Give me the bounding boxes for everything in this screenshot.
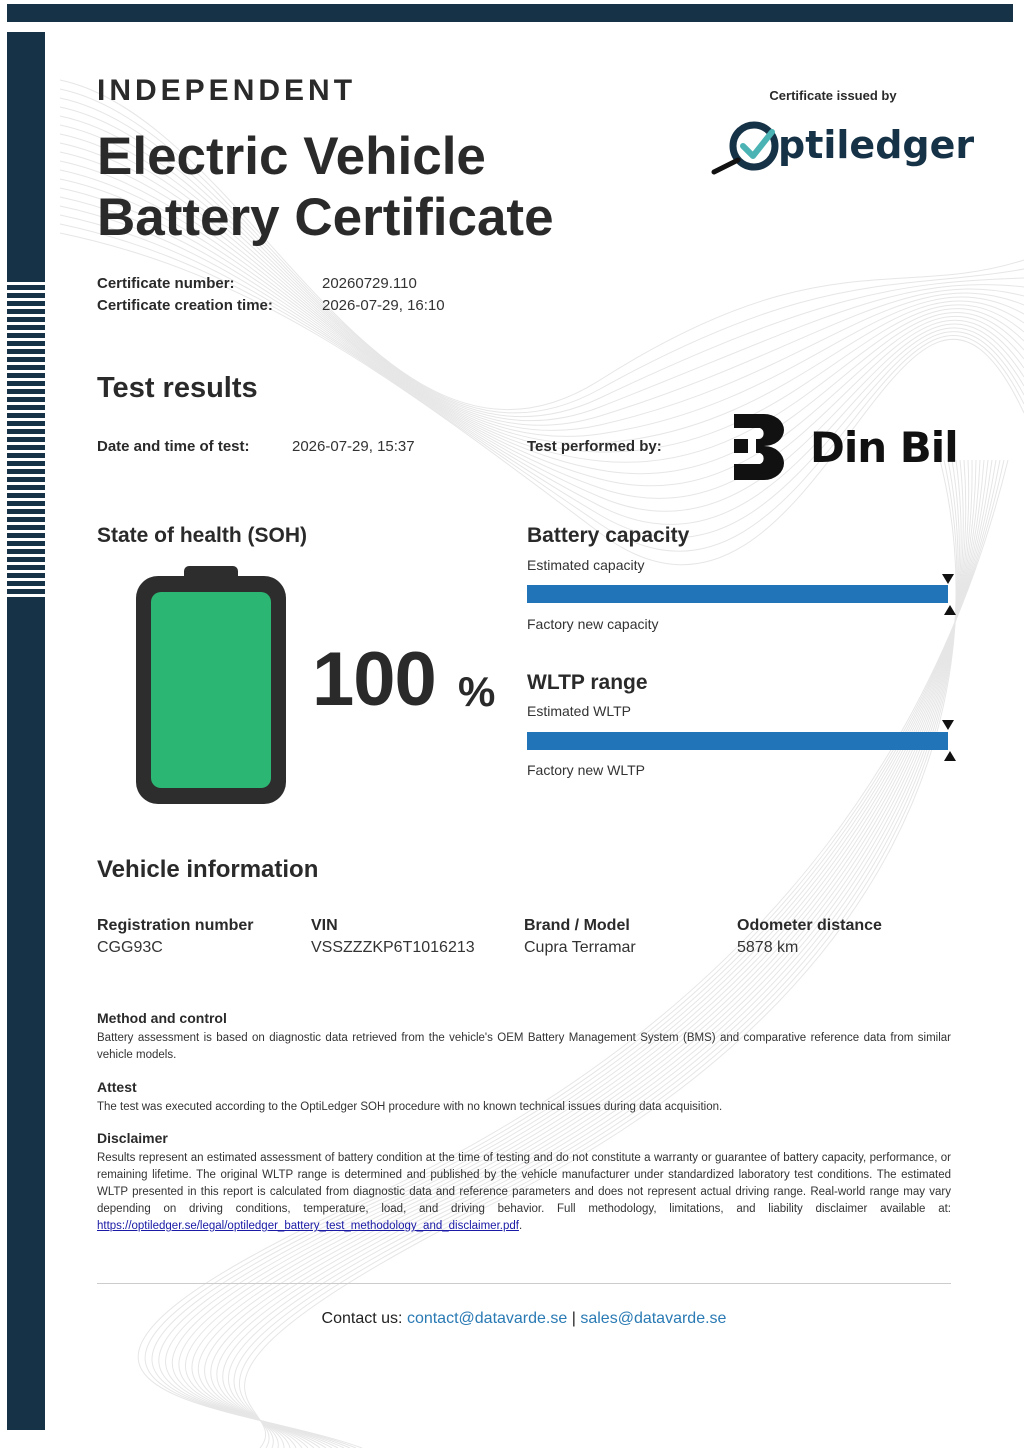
vin-label: VIN bbox=[311, 917, 338, 934]
battery-icon bbox=[136, 566, 286, 804]
sales-email-link[interactable]: sales@datavarde.se bbox=[580, 1310, 727, 1327]
battery-capacity-heading: Battery capacity bbox=[527, 524, 690, 547]
disclaimer-body: Results represent an estimated assessment of battery condition at the time of testing and do not constitute a warranty or guarantee of battery capacity, performance, or remaining lifetime. The original WLTP range is determined and published by the vehicle manufacturer under standardized laboratory test conditions. The estimated WLTP presented in this report is calculated from diagnostic data and reference parameters and does not represent actual driving range. Real-world range may vary depending on driving conditions, temperature, load, and driving behavior. Full methodology, limitations, and liability disclaimer available at: bbox=[97, 1152, 951, 1215]
factory-capacity-marker bbox=[944, 605, 956, 615]
registration-label: Registration number bbox=[97, 917, 254, 934]
side-bar bbox=[7, 32, 45, 1430]
certificate-creation-value: 2026-07-29, 16:10 bbox=[322, 297, 445, 314]
method-text: Battery assessment is based on diagnostic data retrieved from the vehicle's OEM Battery Management System (BMS) and comparative reference data from similar vehicle models. bbox=[97, 1032, 951, 1061]
registration-value: CGG93C bbox=[97, 939, 163, 956]
svg-text:ptiledger: ptiledger bbox=[778, 123, 975, 167]
capacity-bar bbox=[527, 585, 948, 603]
performed-by-label: Test performed by: bbox=[527, 438, 662, 455]
footer-divider bbox=[97, 1283, 951, 1284]
disclaimer-trailing: . bbox=[518, 1220, 523, 1232]
title-line-1: Electric Vehicle bbox=[97, 127, 486, 186]
test-date-label: Date and time of test: bbox=[97, 438, 250, 455]
estimated-wltp-label: Estimated WLTP bbox=[527, 703, 631, 719]
test-date-value: 2026-07-29, 15:37 bbox=[292, 438, 415, 455]
header-kicker: INDEPENDENT bbox=[97, 74, 357, 107]
wltp-bar bbox=[527, 732, 948, 750]
attest-text: The test was executed according to the OptiLedger SOH procedure with no known technical issues during data acquisition. bbox=[97, 1101, 723, 1113]
odometer-value: 5878 km bbox=[737, 939, 799, 956]
brand-model-label: Brand / Model bbox=[524, 917, 630, 934]
side-stripes bbox=[7, 277, 45, 597]
estimated-capacity-marker bbox=[942, 574, 954, 584]
certificate-number-label: Certificate number: bbox=[97, 275, 235, 292]
method-heading: Method and control bbox=[97, 1010, 227, 1026]
wltp-heading: WLTP range bbox=[527, 671, 648, 694]
estimated-wltp-marker bbox=[942, 720, 954, 730]
factory-wltp-label: Factory new WLTP bbox=[527, 762, 645, 778]
battery-level-fill bbox=[151, 592, 271, 788]
soh-value: 100 bbox=[312, 637, 436, 722]
din-bil-logo bbox=[730, 412, 958, 482]
checkmark-icon bbox=[743, 132, 772, 156]
issued-by-label: Certificate issued by bbox=[769, 88, 897, 103]
title-line-2: Battery Certificate bbox=[97, 188, 554, 247]
contact-label: Contact us: bbox=[321, 1310, 403, 1327]
vehicle-info-heading: Vehicle information bbox=[97, 856, 319, 883]
top-bar bbox=[7, 4, 1013, 22]
test-results-heading: Test results bbox=[97, 372, 258, 404]
contact-separator: | bbox=[571, 1310, 576, 1327]
optiledger-logo bbox=[710, 118, 975, 176]
page-title bbox=[97, 126, 554, 248]
factory-capacity-label: Factory new capacity bbox=[527, 616, 659, 632]
certificate-creation-label: Certificate creation time: bbox=[97, 297, 273, 314]
soh-heading: State of health (SOH) bbox=[97, 524, 308, 547]
attest-heading: Attest bbox=[97, 1079, 137, 1095]
odometer-label: Odometer distance bbox=[737, 917, 882, 934]
disclaimer-text bbox=[97, 1150, 951, 1235]
vin-value: VSSZZZKP6T1016213 bbox=[311, 939, 475, 956]
soh-unit: % bbox=[458, 668, 496, 715]
disclaimer-heading: Disclaimer bbox=[97, 1130, 168, 1146]
contact-email-link[interactable]: contact@datavarde.se bbox=[406, 1310, 568, 1327]
disclaimer-link[interactable]: https://optiledger.se/legal/optiledger_battery_test_methodology_and_disclaimer.pdf bbox=[97, 1220, 519, 1232]
contact-line bbox=[97, 1310, 951, 1328]
estimated-capacity-label: Estimated capacity bbox=[527, 557, 645, 573]
brand-model-value: Cupra Terramar bbox=[524, 939, 636, 956]
factory-wltp-marker bbox=[944, 751, 956, 761]
svg-text:Din Bil: Din Bil bbox=[810, 423, 958, 472]
certificate-number-value: 20260729.110 bbox=[322, 275, 417, 292]
